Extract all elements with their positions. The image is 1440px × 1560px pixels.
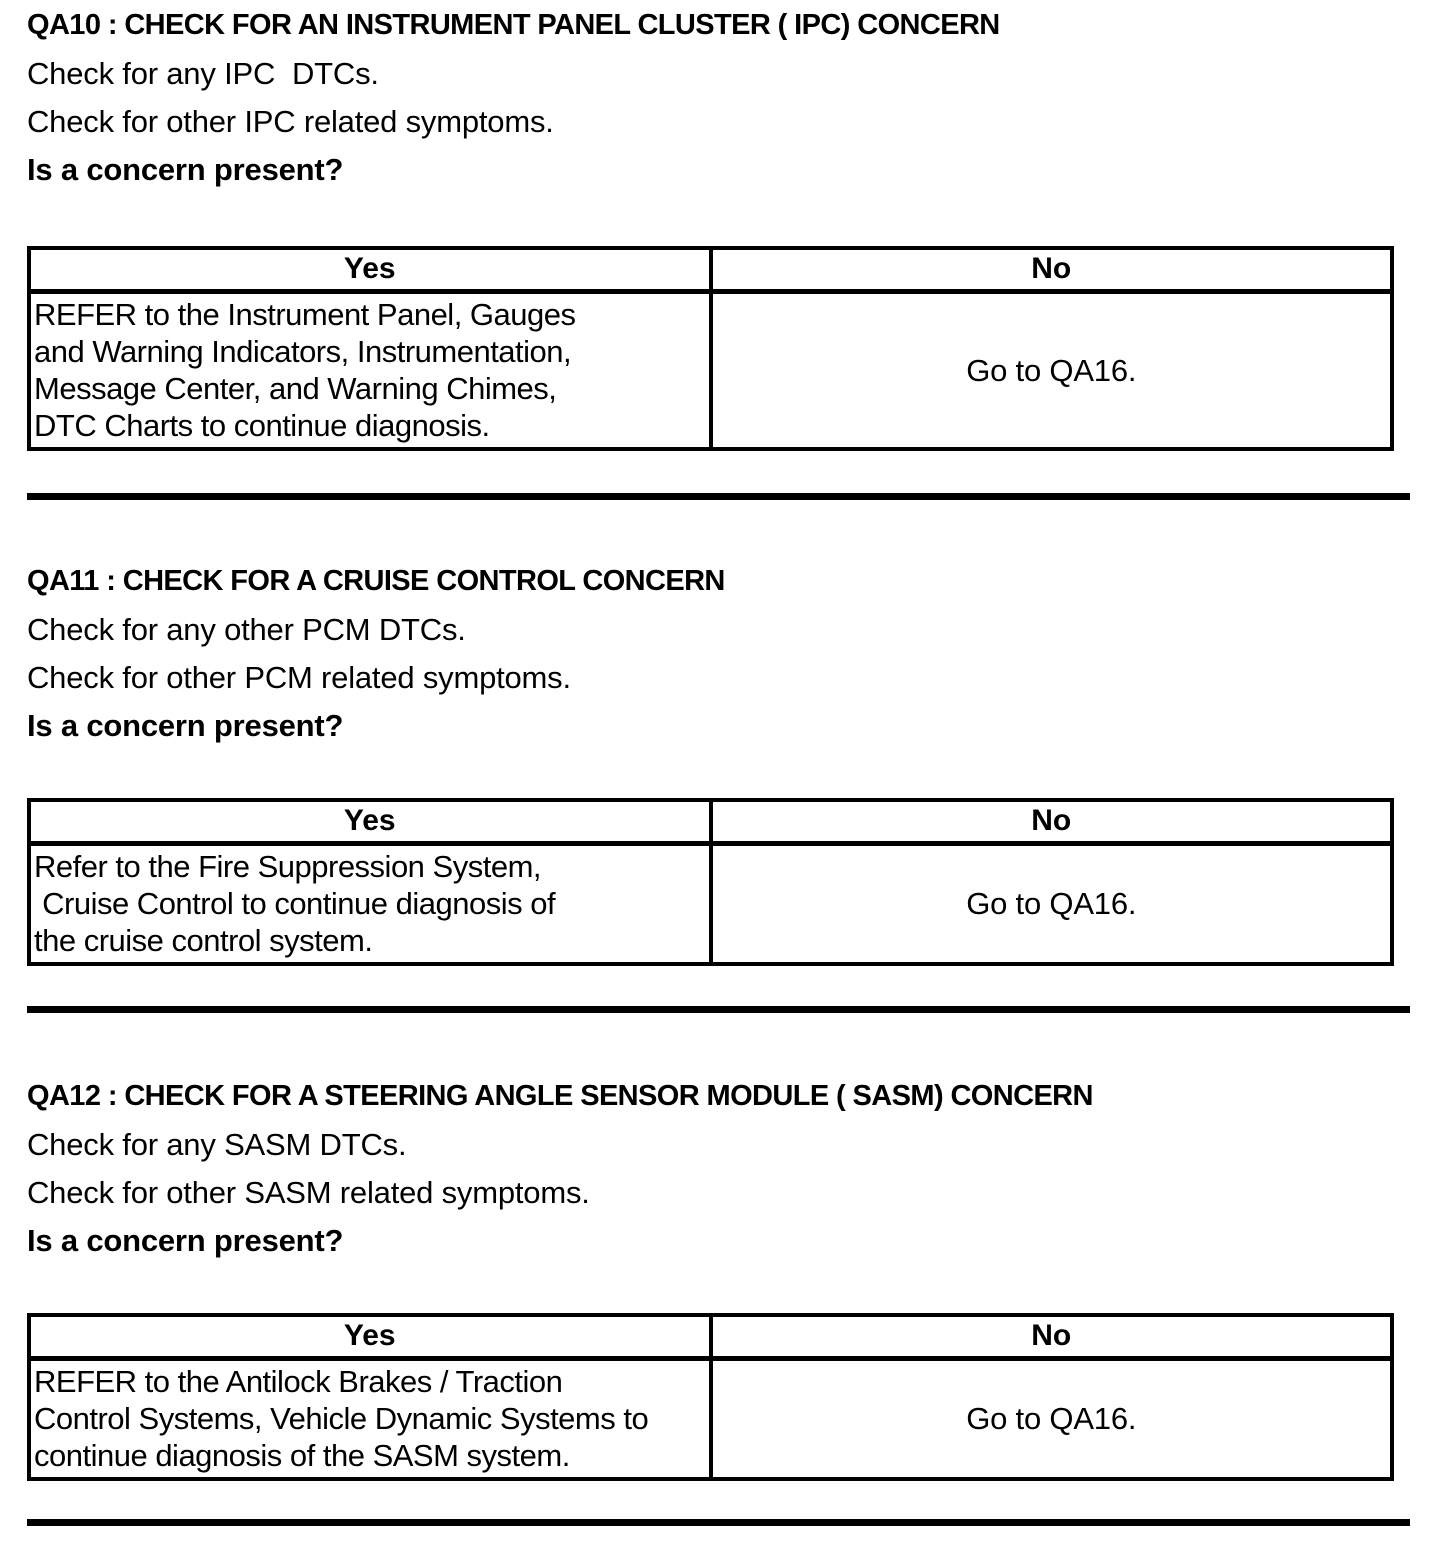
yes-cell-line: the cruise control system. [34, 923, 373, 958]
yes-cell [29, 844, 711, 965]
no-cell: Go to QA16. [711, 1359, 1393, 1480]
yes-cell-line: Refer to the Fire Suppression System, [34, 849, 542, 884]
section-heading: QA11 : CHECK FOR A CRUISE CONTROL CONCERN [27, 565, 725, 597]
statement: Check for any other PCM DTCs. [27, 612, 466, 647]
statement: Check for any SASM DTCs. [27, 1127, 407, 1162]
yes-cell [29, 1359, 711, 1480]
statement: Check for other PCM related symptoms. [27, 660, 571, 695]
statement: Check for other IPC related symptoms. [27, 104, 554, 139]
statement: Check for other SASM related symptoms. [27, 1175, 590, 1210]
table-header-row [29, 248, 1392, 292]
statements-block [27, 50, 1440, 194]
question: Is a concern present? [27, 708, 344, 743]
yes-cell-line: and Warning Indicators, Instrumentation, [34, 334, 572, 369]
yes-cell-line: Cruise Control to continue diagnosis of [34, 886, 556, 921]
no-header-cell: No [711, 248, 1393, 292]
statement: Check for any IPC DTCs. [27, 56, 379, 91]
table-header-row [29, 800, 1392, 844]
statements-block [27, 1121, 1440, 1265]
section-heading: QA12 : CHECK FOR A STEERING ANGLE SENSOR MODULE ( SASM) CONCERN [27, 1080, 1093, 1112]
question: Is a concern present? [27, 1223, 344, 1258]
decision-table [27, 1313, 1394, 1481]
section-heading: QA10 : CHECK FOR AN INSTRUMENT PANEL CLUSTER ( IPC) CONCERN [27, 9, 1000, 41]
no-header-cell: No [711, 800, 1393, 844]
decision-table [27, 798, 1394, 966]
table-body-row [29, 844, 1392, 965]
decision-table [27, 246, 1394, 451]
table-body-row [29, 1359, 1392, 1480]
section-qa10 [27, 8, 1440, 500]
section-divider [27, 493, 1410, 500]
yes-header-cell: Yes [29, 800, 711, 844]
yes-cell-line: Message Center, and Warning Chimes, [34, 371, 557, 406]
no-cell: Go to QA16. [711, 844, 1393, 965]
yes-cell-line: DTC Charts to continue diagnosis. [34, 408, 490, 443]
table-body-row [29, 292, 1392, 450]
yes-cell-line: Control Systems, Vehicle Dynamic Systems to [34, 1401, 649, 1436]
diagnostic-procedure-page [27, 8, 1440, 1526]
table-header-row [29, 1315, 1392, 1359]
yes-cell [29, 292, 711, 450]
no-cell: Go to QA16. [711, 292, 1393, 450]
section-divider [27, 1006, 1410, 1013]
section-qa11 [27, 564, 1440, 1013]
section-qa12 [27, 1079, 1440, 1526]
statements-block [27, 606, 1440, 750]
yes-cell-line: REFER to the Instrument Panel, Gauges [34, 297, 576, 332]
yes-header-cell: Yes [29, 1315, 711, 1359]
no-header-cell: No [711, 1315, 1393, 1359]
section-divider [27, 1519, 1410, 1526]
yes-cell-line: REFER to the Antilock Brakes / Traction [34, 1364, 563, 1399]
yes-cell-line: continue diagnosis of the SASM system. [34, 1438, 570, 1473]
question: Is a concern present? [27, 152, 344, 187]
yes-header-cell: Yes [29, 248, 711, 292]
